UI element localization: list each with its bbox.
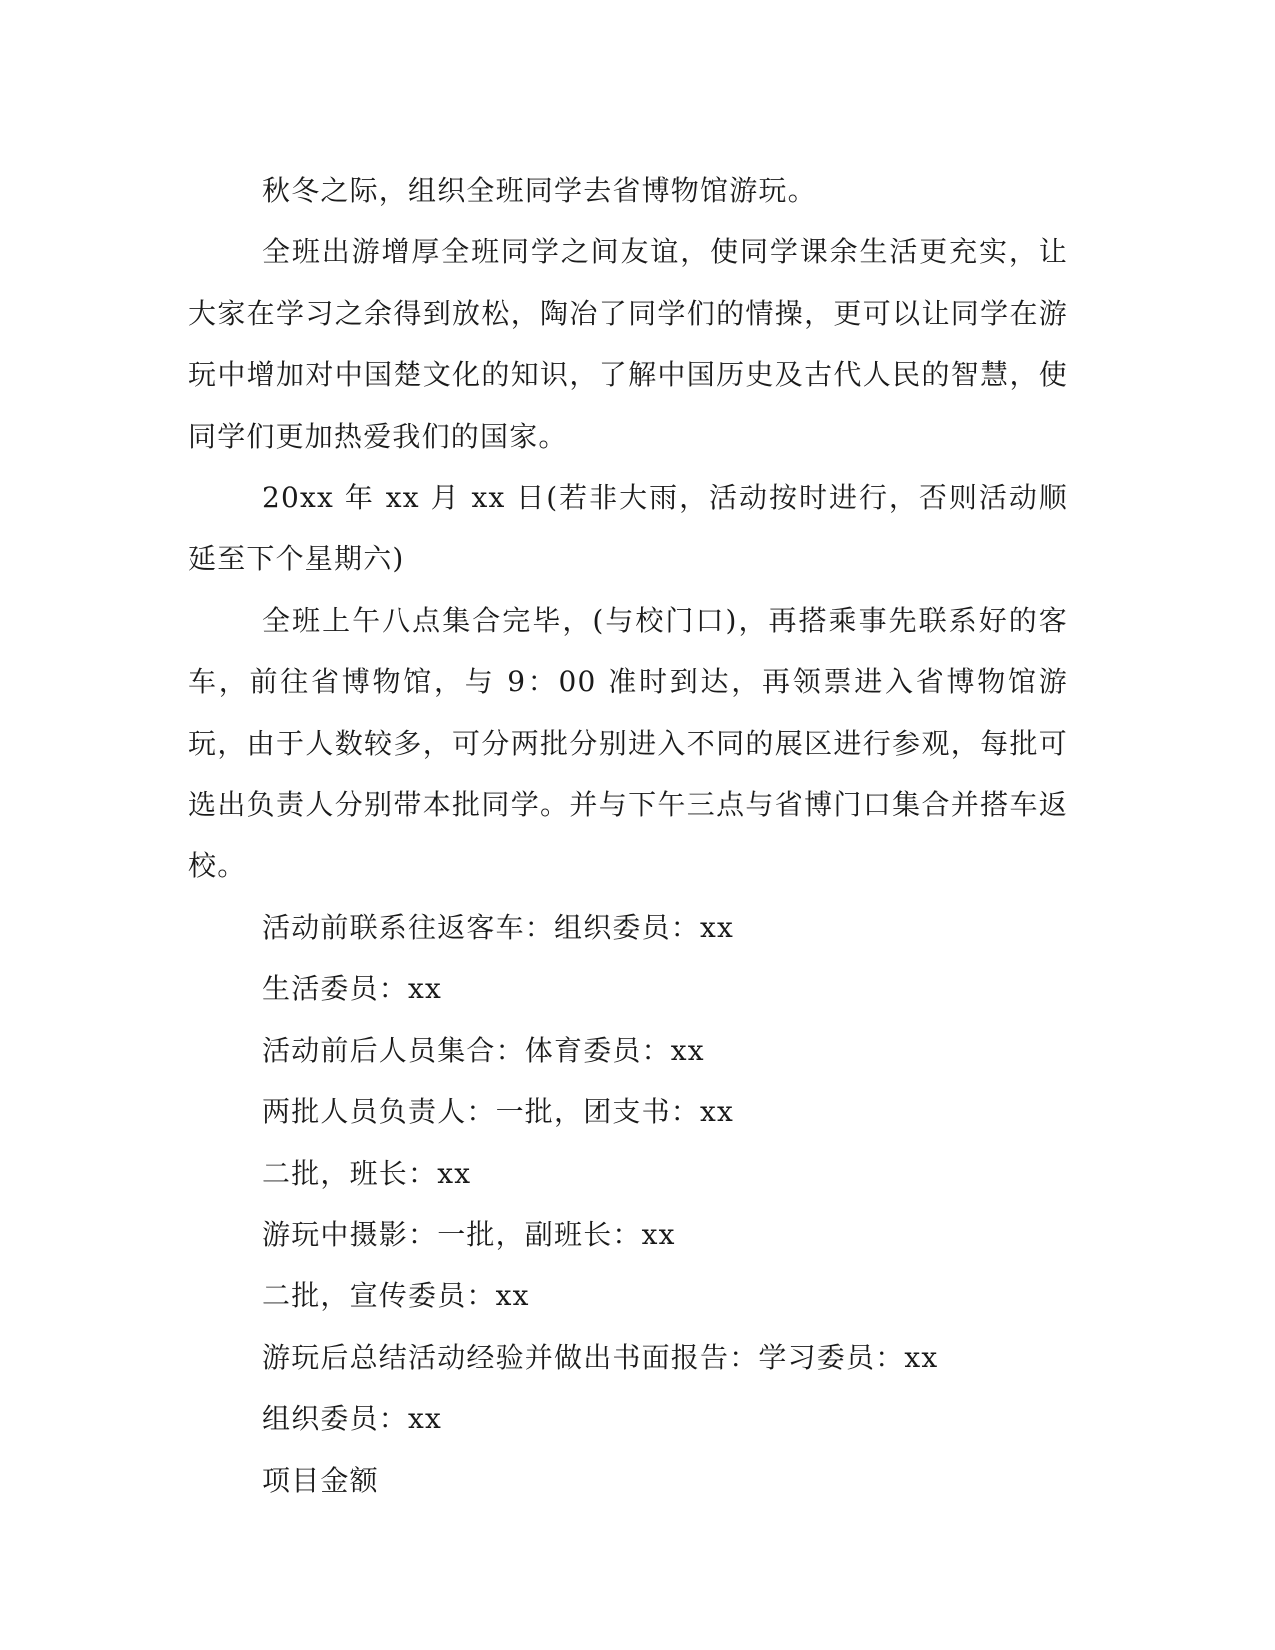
paragraph-schedule: 全班上午八点集合完毕，(与校门口)，再搭乘事先联系好的客车，前往省博物馆，与 9：00 准时到达，再领票进入省博物馆游玩，由于人数较多，可分两批分别进入不同的展区进行参观，每批可选出负责人分别带本批同学。并与下午三点与省博门口集合并搭车返校。	[188, 603, 1068, 883]
paragraph-bus-contact: 活动前联系往返客车：组织委员：xx	[262, 910, 734, 944]
paragraph-group-leaders: 两批人员负责人：一批，团支书：xx	[262, 1095, 734, 1129]
paragraph-assembly: 活动前后人员集合：体育委员：xx	[262, 1033, 705, 1067]
paragraph-life-committee: 生活委员：xx	[262, 972, 442, 1006]
paragraph-photography-two: 二批，宣传委员：xx	[262, 1279, 530, 1313]
paragraph-organizer: 组织委员：xx	[262, 1402, 442, 1436]
paragraph-intro: 秋冬之际，组织全班同学去省博物馆游玩。	[262, 174, 817, 207]
paragraph-group-two-leader: 二批，班长：xx	[262, 1156, 472, 1190]
paragraph-photography: 游玩中摄影：一批，副班长：xx	[262, 1217, 676, 1251]
document-body	[188, 160, 1068, 1511]
paragraph-date: 20xx 年 xx 月 xx 日(若非大雨，活动按时进行，否则活动顺延至下个星期六)	[188, 481, 1068, 576]
paragraph-budget-heading: 项目金额	[262, 1463, 379, 1497]
paragraph-purpose: 全班出游增厚全班同学之间友谊，使同学课余生活更充实，让大家在学习之余得到放松，陶冶了同学们的情操，更可以让同学在游玩中增加对中国楚文化的知识，了解中国历史及古代人民的智慧，使同学们更加热爱我们的国家。	[188, 235, 1068, 453]
paragraph-summary-report: 游玩后总结活动经验并做出书面报告：学习委员：xx	[262, 1340, 939, 1374]
